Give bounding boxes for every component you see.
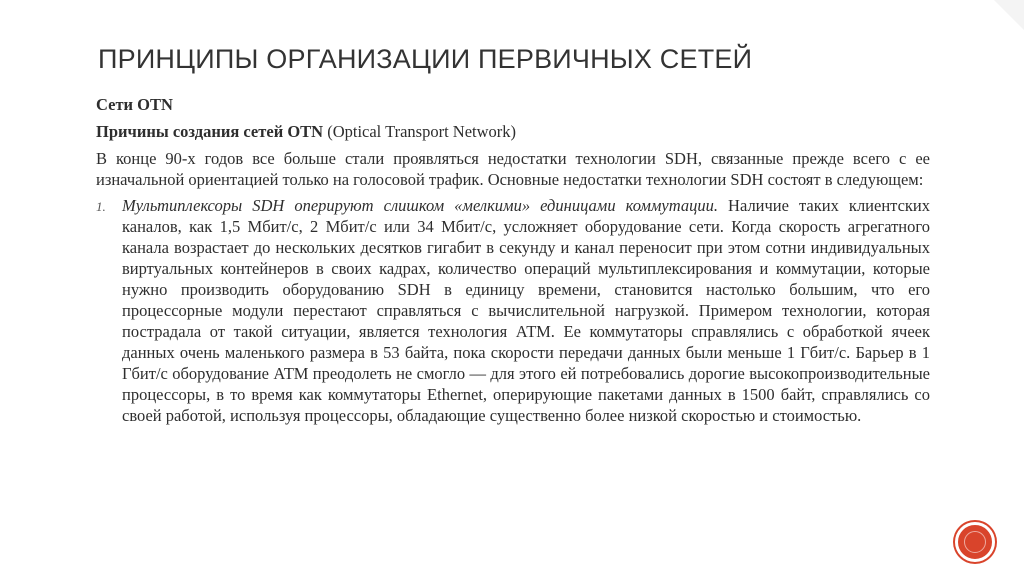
list-item (96, 195, 930, 426)
slide-title: ПРИНЦИПЫ ОРГАНИЗАЦИИ ПЕРВИЧНЫХ СЕТЕЙ (98, 44, 753, 74)
reasons-line (96, 121, 930, 142)
reasons-rest: (Optical Transport Network) (323, 122, 517, 141)
list-item-lead: Мультиплексоры SDH оперируют слишком «мелкими» единицами коммутации. (122, 196, 718, 215)
corner-decoration (994, 0, 1024, 30)
intro-paragraph: В конце 90-х годов все больше стали проявляться недостатки технологии SDH, связанные прежде всего с ее изначальной ориентацией только на голосовой трафик. Основные недостатки технологии SDH состоят в следующем: (96, 149, 930, 189)
subheading: Сети OTN (96, 95, 173, 114)
shortcomings-list (96, 195, 930, 426)
next-slide-button[interactable] (955, 522, 995, 562)
slide-content (96, 94, 930, 426)
reasons-bold: Причины создания сетей OTN (96, 122, 324, 141)
list-marker: 1. (96, 199, 106, 214)
list-item-text: Наличие таких клиентских каналов, как 1,5 Мбит/с, 2 Мбит/с или 34 Мбит/с, усложняет оборудование сети. Когда скорость агрегатного канала возрастает до нескольких десятков гигабит в секунду и канал переносит при этом сотни индивидуальных виртуальных контейнеров в своих кадрах, количество операций мультиплексирования и коммутации, которые нужно производить оборудованию SDH в единицу времени, становится настолько большим, что его процессорные модули перестают справляться с вычислительной нагрузкой. Примером технологии, которая пострадала от такой ситуации, является технология АТМ. Ее коммутаторы справлялись с обработкой ячеек данных очень маленького размера в 53 байта, пока скорости передачи данных были меньше 1 Гбит/с. Барьер в 1 Гбит/с оборудование АТМ преодолеть не смогло — для этого ей потребовались дорогие высокопроизводительные процессоры, в то время как коммутаторы Ethernet, оперирующие пакетами данных в 1500 байт, справлялись со своей работой, используя процессоры, обладающие существенно более низкой скоростью и стоимостью. (122, 196, 930, 425)
